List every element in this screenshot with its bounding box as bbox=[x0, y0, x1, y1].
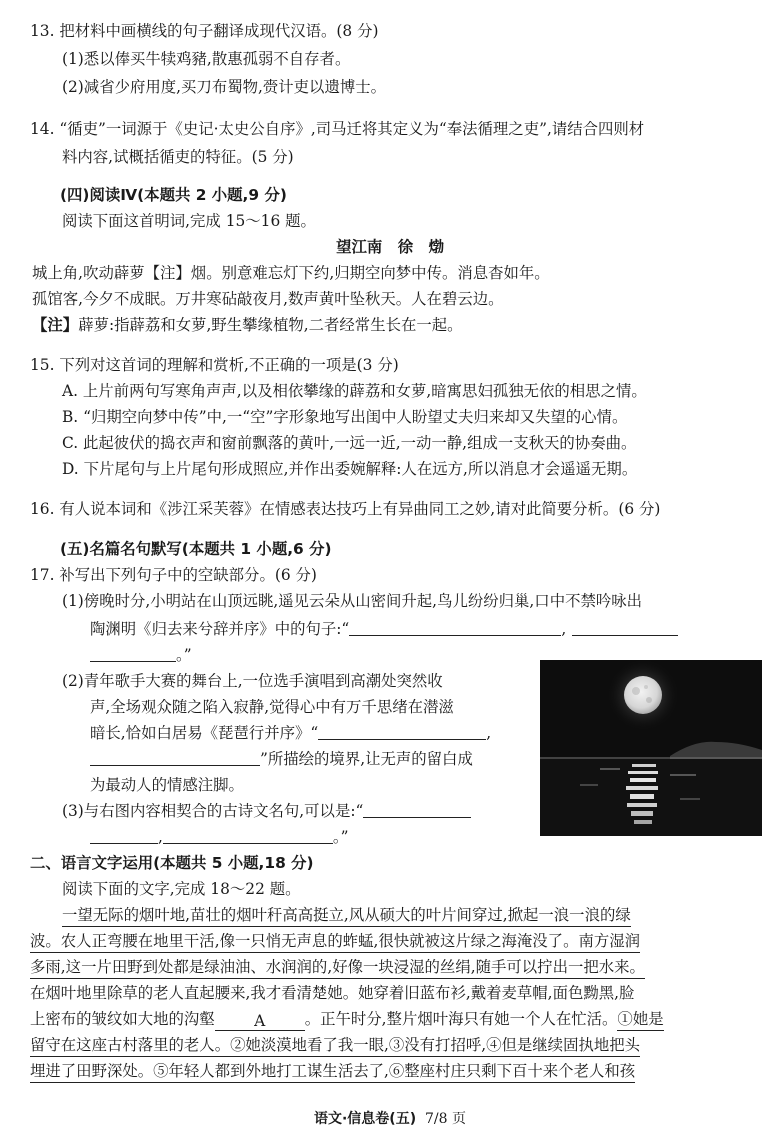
close-quote: 。” bbox=[176, 646, 192, 664]
q17-s3-line-2 bbox=[90, 828, 348, 846]
passage-text: 。正午时分,整片烟叶海只有她一个人在忙活。 bbox=[304, 1010, 618, 1028]
answer-blank[interactable] bbox=[318, 725, 486, 740]
blank-a[interactable]: A bbox=[215, 1012, 305, 1031]
passage-line-4: 在烟叶地里除草的老人直起腰来,我才看清楚她。她穿着旧蓝布衫,戴着麦草帽,面色黝黑,脸 bbox=[30, 984, 635, 1002]
passage-line-3 bbox=[30, 958, 645, 976]
passage-line-2 bbox=[30, 932, 640, 950]
q14-line-1: 14. “循吏”一词源于《史记·太史公自序》,司马迁将其定义为“奉法循理之吏”,请结合四则材 bbox=[30, 120, 645, 138]
footer-subject: 语文·信息卷(五) bbox=[313, 1111, 417, 1127]
section-4-heading: (四)阅读Ⅳ(本题共 2 小题,9 分) bbox=[60, 186, 287, 204]
underlined-text: 多雨,这一片田野到处都是绿油油、水润润的,好像一块浸湿的丝绢,随手可以拧出一把水来。 bbox=[30, 958, 645, 979]
poem-title: 望江南 徐 𤊹 bbox=[336, 238, 444, 256]
footer-page-number: 7/8 页 bbox=[425, 1111, 466, 1127]
underlined-text: 埋进了田野深处。⑤年轻人都到外地打工谋生活去了,⑥整座村庄只剩下百十来个老人和孩 bbox=[30, 1062, 635, 1083]
q17-s2-line-4 bbox=[90, 750, 473, 768]
underlined-text: 一望无际的烟叶地,苗壮的烟叶秆高高挺立,风从硕大的叶片间穿过,掀起一浪一浪的绿 bbox=[62, 906, 631, 927]
comma: , bbox=[561, 620, 567, 638]
q17-s3-prompt: (3)与右图内容相契合的古诗文名句,可以是:“ bbox=[62, 802, 364, 820]
passage-line-6 bbox=[30, 1036, 640, 1054]
underlined-text: 留守在这座古村落里的老人。②她淡漠地看了我一眼,③没有打招呼,④但是继续固执地把头 bbox=[30, 1036, 640, 1057]
q17-s2-cont: ”所描绘的境界,让无声的留白成 bbox=[260, 750, 473, 768]
note-text: 薜萝:指薜荔和女萝,野生攀缘植物,二者经常生长在一起。 bbox=[78, 316, 463, 334]
close-quote: 。” bbox=[332, 828, 349, 846]
moon-over-water-photo bbox=[540, 660, 762, 836]
q17-s1-line-2 bbox=[90, 620, 678, 638]
q14-line-2: 料内容,试概括循吏的特征。(5 分) bbox=[62, 148, 294, 166]
page-footer bbox=[0, 1108, 780, 1128]
note-label: 【注】 bbox=[32, 316, 79, 334]
section-4-intro: 阅读下面这首明词,完成 15～16 题。 bbox=[62, 212, 316, 230]
answer-blank[interactable] bbox=[363, 803, 471, 818]
q13-stem: 13. 把材料中画横线的句子翻译成现代汉语。(8 分) bbox=[30, 22, 379, 40]
answer-blank[interactable] bbox=[349, 621, 561, 636]
q17-s2-prompt: 暗长,恰如白居易《琵琶行并序》“ bbox=[90, 724, 319, 742]
q16-stem: 16. 有人说本词和《涉江采芙蓉》在情感表达技巧上有异曲同工之妙,请对此简要分析。(6 分) bbox=[30, 500, 661, 518]
q15-stem: 15. 下列对这首词的理解和赏析,不正确的一项是(3 分) bbox=[30, 356, 399, 374]
q15-option-c: C. 此起彼伏的捣衣声和窗前飘落的黄叶,一远一近,一动一静,组成一支秋天的协奏曲。 bbox=[62, 434, 637, 452]
q13-sentence-2: (2)减省少府用度,买刀布蜀物,赍计吏以遗博士。 bbox=[62, 78, 387, 96]
comma: , bbox=[486, 724, 492, 742]
q17-s2-line-3 bbox=[90, 724, 491, 742]
underlined-text: ①她是 bbox=[617, 1010, 663, 1031]
answer-blank[interactable] bbox=[90, 647, 176, 662]
answer-blank[interactable] bbox=[163, 829, 333, 844]
poem-line-1: 城上角,吹动薜萝【注】烟。别意难忘灯下约,归期空向梦中传。消息杳如年。 bbox=[32, 264, 550, 282]
passage-line-5 bbox=[30, 1010, 664, 1031]
section-5-heading: (五)名篇名句默写(本题共 1 小题,6 分) bbox=[60, 540, 332, 558]
answer-blank[interactable] bbox=[90, 829, 158, 844]
answer-blank[interactable] bbox=[90, 751, 260, 766]
q17-s2-line-5: 为最动人的情感注脚。 bbox=[90, 776, 244, 794]
passage-line-7 bbox=[30, 1062, 635, 1080]
underlined-text: 波。农人正弯腰在地里干活,像一只悄无声息的蚱蜢,很快就被这片绿之海淹没了。南方湿润 bbox=[30, 932, 640, 953]
moon bbox=[624, 676, 662, 714]
q17-stem: 17. 补写出下列句子中的空缺部分。(6 分) bbox=[30, 566, 317, 584]
part-2-heading: 二、语言文字运用(本题共 5 小题,18 分) bbox=[30, 854, 314, 872]
q17-s1-prompt: 陶渊明《归去来兮辞并序》中的句子:“ bbox=[90, 620, 350, 638]
q17-s1-line-3 bbox=[90, 646, 192, 664]
poem-note bbox=[32, 316, 463, 334]
poem-line-2: 孤馆客,今夕不成眠。万井寒砧敲夜月,数声黄叶坠秋天。人在碧云边。 bbox=[32, 290, 504, 308]
comma: , bbox=[158, 828, 163, 846]
answer-blank[interactable] bbox=[572, 621, 678, 636]
passage-line-1 bbox=[62, 906, 631, 924]
q17-s1-line-1: (1)傍晚时分,小明站在山顶远眺,遥见云朵从山密间升起,鸟儿纷纷归巢,口中不禁吟咏出 bbox=[62, 592, 643, 610]
q17-s2-line-1: (2)青年歌手大赛的舞台上,一位选手演唱到高潮处突然收 bbox=[62, 672, 443, 690]
q15-option-a: A. 上片前两句写寒角声声,以及相依攀缘的薜荔和女萝,暗寓思妇孤独无依的相思之情。 bbox=[62, 382, 647, 400]
q17-s2-line-2: 声,全场观众随之陷入寂静,觉得心中有万千思绪在潜滋 bbox=[90, 698, 454, 716]
q13-sentence-1: (1)悉以俸买牛犊鸡豬,散惠孤弱不自存者。 bbox=[62, 50, 351, 68]
passage-text: 上密布的皱纹如大地的沟壑 bbox=[30, 1010, 215, 1028]
q15-option-b: B. “归期空向梦中传”中,一“空”字形象地写出闺中人盼望丈夫归来却又失望的心情。 bbox=[62, 408, 628, 426]
part-2-intro: 阅读下面的文字,完成 18～22 题。 bbox=[62, 880, 301, 898]
q17-s3-line-1 bbox=[62, 802, 471, 820]
q15-option-d: D. 下片尾句与上片尾句形成照应,并作出委婉解释:人在远方,所以消息才会遥遥无期。 bbox=[62, 460, 638, 478]
